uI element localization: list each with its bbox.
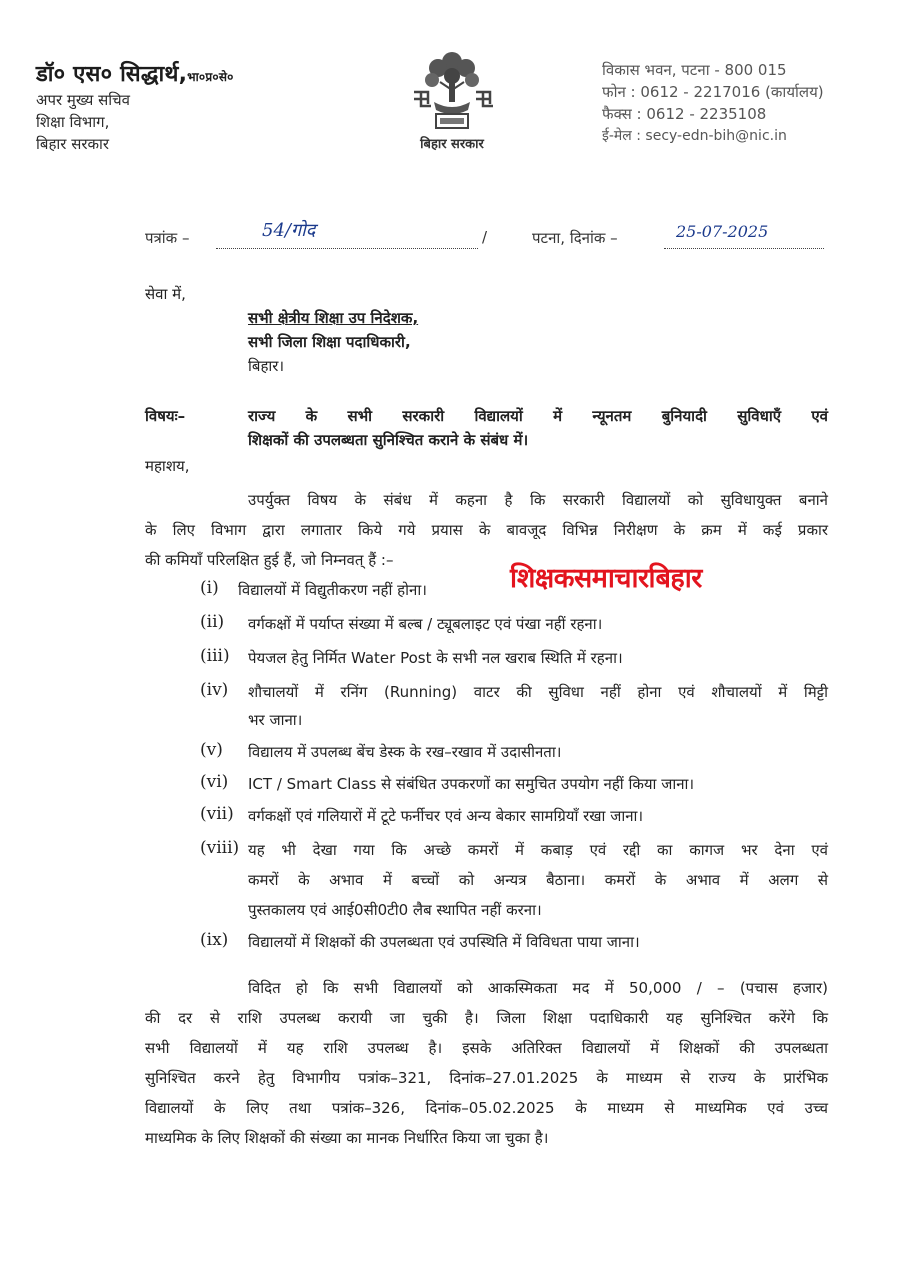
item-text: पुस्तकालय एवं आई0सी0टी0 लैब स्थापित नहीं करना। [248,901,542,919]
item-text: पेयजल हेतु निर्मित Water Post के सभी नल खराब स्थिति में रहना। [248,649,623,667]
item-text: यह भी देखा गया कि अच्छे कमरों में कबाड़ एवं रद्दी का कागज भर देना एवं [248,841,828,859]
item-number: (viii) [200,838,240,858]
office-fax: फैक्स : 0612 - 2235108 [602,105,767,123]
closing-line-3: सभी विद्यालयों में यह राशि उपलब्ध है। इसके अतिरिक्त विद्यालयों में शिक्षकों की उपलब्धता [145,1039,828,1057]
office-address: विकास भवन, पटना - 800 015 [602,61,787,79]
subject-line-1: राज्य के सभी सरकारी विद्यालयों में न्यूनतम बुनियादी सुविधाएँ एवं [248,407,828,425]
salutation: महाशय, [145,457,190,475]
item-number: (ix) [200,930,229,950]
patrank-value: 54/गोद [262,220,316,241]
officer-designation: अपर मुख्य सचिव [36,91,130,109]
closing-line-2: की दर से राशि उपलब्ध करायी जा चुकी है। जिला शिक्षा पदाधिकारी यह सुनिश्चित करेंगे कि [145,1009,828,1027]
date-value: 25-07-2025 [676,222,769,241]
item-number: (iv) [200,680,229,700]
item-number: (i) [200,578,219,598]
closing-line-5: विद्यालयों के लिए तथा पत्रांक–326, दिनांक–05.02.2025 के माध्यम से माध्यमिक एवं उच्च [145,1099,828,1117]
item-text: विद्यालय में उपलब्ध बेंच डेस्क के रख–रखाव में उदासीनता। [248,743,562,761]
subject-line-2: शिक्षकों की उपलब्धता सुनिश्चित कराने के संबंध में। [248,431,529,449]
item-text: विद्यालयों में शिक्षकों की उपलब्धता एवं उपस्थिति में विविधता पाया जाना। [248,933,640,951]
watermark-stamp: शिक्षकसमाचारबिहार [510,563,702,594]
bihar-emblem-icon [404,40,500,136]
item-text: भर जाना। [248,711,303,729]
officer-degree: भा०प्र०से० [187,70,234,84]
officer-government: बिहार सरकार [36,135,110,153]
officer-name [36,58,234,88]
intro-line-2: के लिए विभाग द्वारा लगातार किये गये प्रयास के बावजूद विभिन्न निरीक्षण के क्रम में कई प्रकार [145,521,828,539]
officer-name-text: डॉ० एस० सिद्धार्थ, [36,62,188,87]
seva-label: सेवा में, [145,285,186,303]
city-date-label: पटना, दिनांक – [532,229,618,247]
office-phone: फोन : 0612 - 2217016 (कार्यालय) [602,83,824,101]
item-text: शौचालयों में रनिंग (Running) वाटर की सुविधा नहीं होना एवं शौचालयों में मिट्टी [248,683,828,701]
recipient-line-1: सभी क्षेत्रीय शिक्षा उप निदेशक, [248,309,419,327]
item-text: वर्गकक्षों एवं गलियारों में टूटे फर्नीचर एवं अन्य बेकार सामग्रियाँ रखा जाना। [248,807,644,825]
closing-line-1: विदित हो कि सभी विद्यालयों को आकस्मिकता मद में 50,000 / – (पचास हजार) [248,979,828,997]
patrank-dotted-line [216,230,478,249]
emblem-caption: बिहार सरकार [420,137,484,152]
item-number: (ii) [200,612,225,632]
item-number: (vi) [200,772,229,792]
subject-label: विषयः– [145,407,186,425]
office-email: ई-मेल : secy-edn-bih@nic.in [602,128,787,144]
item-text: वर्गकक्षों में पर्याप्त संख्या में बल्ब / ट्यूबलाइट एवं पंखा नहीं रहना। [248,615,603,633]
officer-department: शिक्षा विभाग, [36,113,110,131]
closing-line-6: माध्यमिक के लिए शिक्षकों की संख्या का मानक निर्धारित किया जा चुका है। [145,1129,549,1147]
item-text: कमरों के अभाव में बच्चों को अन्यत्र बैठाना। कमरों के अभाव में अलग से [248,871,828,889]
patrank-slash: / [482,228,488,246]
recipient-line-3: बिहार। [248,357,285,375]
intro-line-3: की कमियाँ परिलक्षित हुई हैं, जो निम्नवत् हैं :– [145,551,394,569]
closing-line-4: सुनिश्चित करने हेतु विभागीय पत्रांक–321, दिनांक–27.01.2025 के माध्यम से राज्य के प्रारंभिक [145,1069,828,1087]
intro-line-1: उपर्युक्त विषय के संबंध में कहना है कि सरकारी विद्यालयों को सुविधायुक्त बनाने [248,491,828,509]
item-number: (vii) [200,804,234,824]
item-text: ICT / Smart Class से संबंधित उपकरणों का समुचित उपयोग नहीं किया जाना। [248,775,695,793]
item-text: विद्यालयों में विद्युतीकरण नहीं होना। [238,581,427,599]
patrank-label: पत्रांक – [145,229,190,247]
item-number: (iii) [200,646,230,666]
recipient-line-2: सभी जिला शिक्षा पदाधिकारी, [248,333,411,351]
item-number: (v) [200,740,223,760]
